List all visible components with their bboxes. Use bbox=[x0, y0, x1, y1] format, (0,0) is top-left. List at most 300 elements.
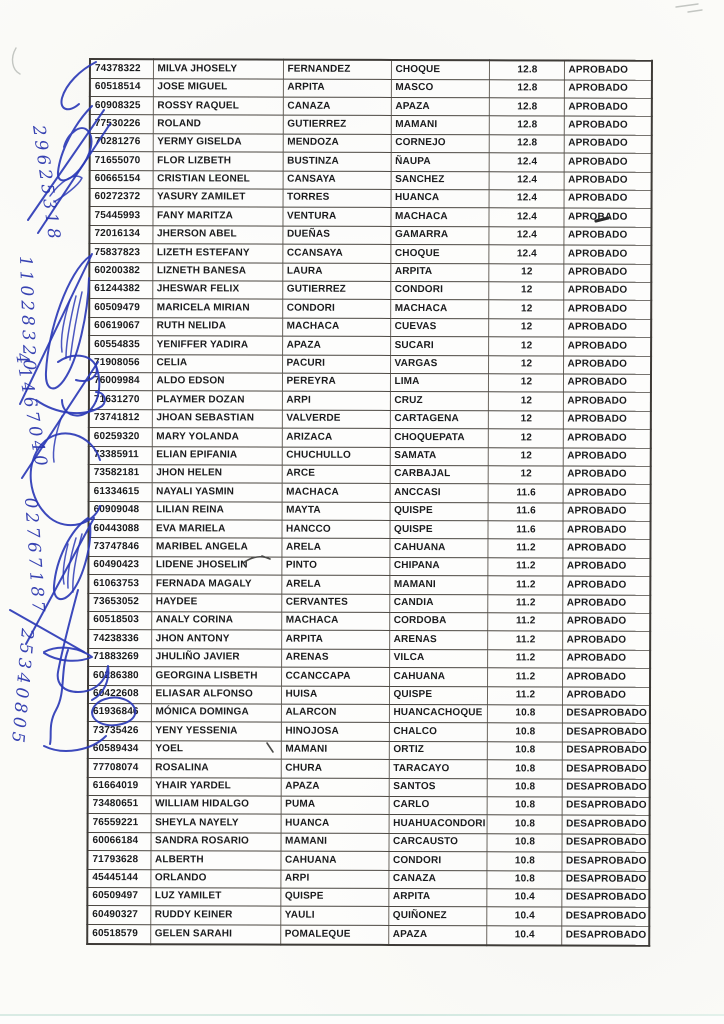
cell-nota: 11.2 bbox=[487, 576, 562, 595]
cell-apellido_materno: CORNEJO bbox=[391, 134, 489, 153]
cell-dni: 60272372 bbox=[90, 189, 153, 208]
cell-nombres: ALDO EDSON bbox=[152, 373, 282, 392]
table-row bbox=[90, 97, 652, 117]
table-row bbox=[88, 832, 650, 852]
cell-nota: 12 bbox=[488, 410, 563, 429]
cell-nota: 12.4 bbox=[488, 208, 563, 227]
cell-nota: 12.8 bbox=[489, 116, 564, 135]
cell-nombres: EVA MARIELA bbox=[151, 520, 281, 539]
table-row bbox=[88, 556, 650, 576]
table-row bbox=[90, 189, 652, 209]
cell-apellido_paterno: HUANCA bbox=[281, 814, 389, 833]
cell-apellido_paterno: ARPITA bbox=[283, 79, 391, 98]
cell-estado: APROBADO bbox=[564, 135, 652, 154]
cell-nota: 10.8 bbox=[487, 705, 562, 724]
cell-dni: 60665154 bbox=[90, 170, 153, 189]
signature-arrow-stroke bbox=[44, 648, 92, 661]
signature-dni-number: 25340805 bbox=[6, 627, 37, 748]
table-row bbox=[87, 924, 649, 946]
cell-apellido_paterno: TORRES bbox=[283, 189, 391, 208]
signature-stroke bbox=[22, 362, 98, 478]
cell-estado: DESAPROBADO bbox=[562, 834, 650, 853]
cell-nota: 11.6 bbox=[487, 521, 562, 540]
cell-dni: 60200382 bbox=[89, 262, 152, 281]
cell-estado: APROBADO bbox=[562, 650, 650, 669]
cell-dni: 60909048 bbox=[89, 501, 152, 520]
table-row bbox=[88, 777, 650, 797]
cell-dni: 70281276 bbox=[90, 133, 153, 152]
cell-apellido_paterno: CHURA bbox=[281, 759, 389, 778]
cell-apellido_paterno: HANCCO bbox=[281, 520, 389, 539]
cell-apellido_materno: ÑAUPA bbox=[391, 153, 489, 172]
table-row bbox=[87, 906, 649, 926]
cell-nombres: ROLAND bbox=[153, 115, 283, 134]
cell-nombres: SANDRA ROSARIO bbox=[151, 832, 281, 851]
cell-estado: APROBADO bbox=[563, 319, 651, 338]
table-row bbox=[88, 685, 650, 705]
cell-dni: 71908056 bbox=[89, 354, 152, 373]
signature-dni-number: 29625318 bbox=[28, 123, 65, 245]
cell-nombres: JHON HELEN bbox=[152, 465, 282, 484]
cell-estado: APROBADO bbox=[562, 668, 650, 687]
cell-nombres: MILVA JHOSELY bbox=[153, 59, 283, 79]
cell-nota: 12.4 bbox=[489, 153, 564, 172]
cell-nombres: MARIBEL ANGELA bbox=[151, 538, 281, 557]
cell-apellido_materno: CONDORI bbox=[390, 281, 488, 300]
cell-dni: 60619067 bbox=[89, 317, 152, 336]
table-row bbox=[90, 59, 652, 80]
cell-apellido_paterno: PINTO bbox=[281, 557, 389, 576]
cell-apellido_paterno: VALVERDE bbox=[282, 410, 390, 429]
cell-estado: DESAPROBADO bbox=[561, 852, 649, 871]
table-row bbox=[89, 262, 651, 282]
cell-apellido_paterno: FERNANDEZ bbox=[283, 60, 391, 80]
cell-estado: APROBADO bbox=[563, 282, 651, 301]
cell-apellido_paterno: MAMANI bbox=[281, 741, 389, 760]
cell-estado: APROBADO bbox=[563, 374, 651, 393]
cell-nombres: JHULIÑO JAVIER bbox=[151, 649, 281, 668]
cell-nombres: FLOR LIZBETH bbox=[153, 152, 283, 171]
table-row bbox=[89, 409, 651, 429]
signature-stroke bbox=[50, 650, 68, 744]
cell-apellido_materno: MAMANI bbox=[391, 116, 489, 135]
cell-apellido_materno: GAMARRA bbox=[390, 226, 488, 245]
table-row bbox=[88, 612, 650, 632]
cell-apellido_paterno: BUSTINZA bbox=[283, 152, 391, 171]
cell-apellido_materno: SUCARI bbox=[390, 337, 488, 356]
cell-apellido_paterno: CANSAYA bbox=[283, 171, 391, 190]
cell-nota: 12.8 bbox=[489, 135, 564, 154]
cell-apellido_materno: CHIPANA bbox=[389, 557, 487, 576]
cell-nombres: RUTH NELIDA bbox=[152, 317, 282, 336]
cell-apellido_materno: QUIÑONEZ bbox=[388, 907, 486, 926]
cell-estado: DESAPROBADO bbox=[561, 870, 649, 889]
cell-apellido_paterno: MACHACA bbox=[281, 612, 389, 631]
table-row bbox=[89, 372, 651, 392]
cell-nota: 12.8 bbox=[489, 79, 564, 98]
cell-estado: APROBADO bbox=[563, 300, 651, 319]
cell-dni: 71793628 bbox=[87, 851, 150, 870]
table-row bbox=[88, 648, 650, 668]
cell-estado: APROBADO bbox=[564, 153, 652, 172]
table-row bbox=[89, 225, 651, 245]
cell-apellido_materno: APAZA bbox=[391, 98, 489, 117]
signature-stroke bbox=[50, 176, 82, 202]
cell-nombres: ORLANDO bbox=[150, 869, 280, 888]
cell-apellido_materno: ORTIZ bbox=[389, 741, 487, 760]
cell-nombres: JHERSON ABEL bbox=[152, 226, 282, 245]
cell-nota: 12.4 bbox=[488, 245, 563, 264]
cell-nombres: YASURY ZAMILET bbox=[153, 189, 283, 208]
cell-dni: 71655070 bbox=[90, 152, 153, 171]
signature-stroke bbox=[46, 256, 90, 388]
cell-apellido_paterno: PACURI bbox=[282, 355, 390, 374]
cell-estado: APROBADO bbox=[563, 356, 651, 375]
table-row bbox=[90, 152, 652, 172]
signature-stroke bbox=[54, 518, 90, 599]
cell-nombres: CRISTIAN LEONEL bbox=[153, 170, 283, 189]
cell-apellido_materno: SANTOS bbox=[389, 778, 487, 797]
cell-nombres: YERMY GISELDA bbox=[153, 134, 283, 153]
table-row bbox=[89, 317, 651, 337]
cell-apellido_materno: VARGAS bbox=[390, 355, 488, 374]
cell-apellido_materno: CORDOBA bbox=[389, 612, 487, 631]
table-row bbox=[88, 722, 650, 742]
cell-nota: 10.8 bbox=[487, 760, 562, 779]
table-row bbox=[89, 428, 651, 448]
table-row bbox=[88, 520, 650, 540]
cell-apellido_materno: MACHACA bbox=[390, 208, 488, 227]
cell-nota: 12 bbox=[488, 466, 563, 485]
table-row bbox=[89, 483, 651, 503]
cell-estado: APROBADO bbox=[564, 98, 652, 117]
cell-dni: 61936846 bbox=[88, 703, 151, 722]
table-row bbox=[89, 299, 651, 319]
cell-dni: 73735426 bbox=[88, 722, 151, 741]
cell-nombres: LIZETH ESTEFANY bbox=[152, 244, 282, 263]
cell-estado: DESAPROBADO bbox=[561, 907, 649, 926]
cell-nombres: JHON ANTONY bbox=[151, 630, 281, 649]
cell-nombres: ELIAN EPIFANIA bbox=[152, 446, 282, 465]
cell-estado: APROBADO bbox=[564, 190, 652, 209]
cell-dni: 60518503 bbox=[88, 612, 151, 631]
cell-nombres: MARICELA MIRIAN bbox=[152, 299, 282, 318]
cell-apellido_materno: LIMA bbox=[390, 373, 488, 392]
cell-apellido_materno: CHALCO bbox=[389, 723, 487, 742]
cell-estado: APROBADO bbox=[563, 411, 651, 430]
table-row bbox=[90, 170, 652, 190]
cell-apellido_paterno: APAZA bbox=[282, 336, 390, 355]
cell-estado: APROBADO bbox=[563, 466, 651, 485]
cell-estado: APROBADO bbox=[563, 264, 651, 283]
cell-apellido_paterno: GUTIERREZ bbox=[283, 116, 391, 135]
cell-apellido_materno: ANCCASI bbox=[390, 484, 488, 503]
cell-nota: 10.8 bbox=[486, 852, 561, 871]
cell-dni: 77530226 bbox=[90, 115, 153, 134]
cell-nota: 11.2 bbox=[487, 613, 562, 632]
cell-apellido_materno: APAZA bbox=[388, 925, 486, 945]
cell-nombres: MARY YOLANDA bbox=[152, 428, 282, 447]
signature-stroke bbox=[10, 610, 84, 652]
cell-nota: 10.4 bbox=[486, 907, 561, 926]
cell-apellido_paterno: PEREYRA bbox=[282, 373, 390, 392]
table-row bbox=[89, 464, 651, 484]
cell-apellido_materno: CARLO bbox=[389, 796, 487, 815]
cell-apellido_paterno: CANAZA bbox=[283, 97, 391, 116]
cell-estado: APROBADO bbox=[562, 539, 650, 558]
cell-apellido_paterno: APAZA bbox=[281, 778, 389, 797]
cell-estado: APROBADO bbox=[562, 631, 650, 650]
cell-apellido_paterno: PUMA bbox=[281, 796, 389, 815]
table-row bbox=[90, 115, 652, 135]
cell-dni: 76009984 bbox=[89, 372, 152, 391]
cell-estado: APROBADO bbox=[564, 60, 652, 79]
signature-dni-number: 41467040 bbox=[11, 351, 52, 472]
cell-apellido_paterno: MAMANI bbox=[281, 833, 389, 852]
cell-nota: 12 bbox=[488, 300, 563, 319]
cell-dni: 60509497 bbox=[87, 887, 150, 906]
cell-nota: 12 bbox=[488, 392, 563, 411]
cell-dni: 60066184 bbox=[88, 832, 151, 851]
cell-nombres: ROSALINA bbox=[151, 759, 281, 778]
cell-nota: 12.4 bbox=[489, 190, 564, 209]
cell-apellido_materno: CHOQUEPATA bbox=[390, 429, 488, 448]
cell-nota: 10.4 bbox=[486, 925, 561, 945]
cell-apellido_materno: QUISPE bbox=[390, 502, 488, 521]
cell-apellido_paterno: CONDORI bbox=[282, 299, 390, 318]
cell-estado: APROBADO bbox=[563, 208, 651, 227]
cell-apellido_paterno: MACHACA bbox=[282, 318, 390, 337]
cell-nota: 12 bbox=[488, 374, 563, 393]
cell-nombres: LUZ YAMILET bbox=[150, 888, 280, 907]
cell-nombres: FERNADA MAGALY bbox=[151, 575, 281, 594]
cell-nombres: LIDENE JHOSELIN bbox=[151, 557, 281, 576]
cell-dni: 74378322 bbox=[90, 59, 153, 78]
cell-apellido_materno: CAHUANA bbox=[389, 539, 487, 558]
cell-dni: 60908325 bbox=[90, 97, 153, 116]
cell-dni: 73741812 bbox=[89, 409, 152, 428]
table-row bbox=[89, 207, 651, 227]
signature-dni-number: 11028320 bbox=[15, 255, 40, 375]
cell-nombres: SHEYLA NAYELY bbox=[151, 814, 281, 833]
cell-estado: DESAPROBADO bbox=[562, 797, 650, 816]
cell-apellido_materno: MACHACA bbox=[390, 300, 488, 319]
cell-apellido_materno: CANAZA bbox=[388, 870, 486, 889]
cell-nombres: YENY YESSENIA bbox=[151, 722, 281, 741]
cell-dni: 71631270 bbox=[89, 391, 152, 410]
cell-nota: 10.8 bbox=[487, 723, 562, 742]
signature-stroke bbox=[53, 416, 62, 462]
cell-estado: APROBADO bbox=[562, 576, 650, 595]
cell-estado: DESAPROBADO bbox=[562, 779, 650, 798]
cell-apellido_paterno: ARPI bbox=[282, 391, 390, 410]
cell-dni: 60554835 bbox=[89, 336, 152, 355]
cell-nota: 10.8 bbox=[486, 870, 561, 889]
cell-estado: APROBADO bbox=[564, 172, 652, 191]
table-row bbox=[89, 281, 651, 301]
cell-dni: 60286380 bbox=[88, 667, 151, 686]
cell-apellido_materno: ARPITA bbox=[388, 888, 486, 907]
cell-apellido_paterno: QUISPE bbox=[280, 888, 388, 907]
cell-estado: DESAPROBADO bbox=[562, 723, 650, 742]
cell-apellido_materno: MASCO bbox=[391, 79, 489, 98]
cell-estado: APROBADO bbox=[562, 613, 650, 632]
cell-apellido_paterno: ARPI bbox=[280, 870, 388, 889]
cell-apellido_paterno: ALARCON bbox=[281, 704, 389, 723]
cell-estado: APROBADO bbox=[562, 521, 650, 540]
cell-dni: 75837823 bbox=[89, 244, 152, 263]
cell-apellido_paterno: ARCE bbox=[282, 465, 390, 484]
cell-dni: 60259320 bbox=[89, 428, 152, 447]
cell-apellido_paterno: CCANCCAPA bbox=[281, 667, 389, 686]
cell-nota: 10.8 bbox=[487, 833, 562, 852]
cell-estado: APROBADO bbox=[563, 484, 651, 503]
cell-dni: 60490327 bbox=[87, 906, 150, 925]
cell-apellido_paterno: CAHUANA bbox=[280, 851, 388, 870]
cell-dni: 76559221 bbox=[88, 814, 151, 833]
cell-apellido_paterno: POMALEQUE bbox=[280, 925, 388, 945]
cell-nombres: ROSSY RAQUEL bbox=[153, 97, 283, 116]
cell-nombres: MÓNICA DOMINGA bbox=[151, 704, 281, 723]
cell-nota: 11.6 bbox=[488, 484, 563, 503]
cell-apellido_materno: CARCAUSTO bbox=[389, 833, 487, 852]
cell-dni: 60509479 bbox=[89, 299, 152, 318]
cell-nota: 10.8 bbox=[487, 797, 562, 816]
cell-nombres: PLAYMER DOZAN bbox=[152, 391, 282, 410]
table-row bbox=[87, 869, 649, 889]
cell-dni: 60443088 bbox=[88, 520, 151, 539]
cell-nombres: FANY MARITZA bbox=[152, 207, 282, 226]
cell-nota: 12 bbox=[488, 355, 563, 374]
cell-nombres: JOSE MIGUEL bbox=[153, 78, 283, 97]
cell-estado: APROBADO bbox=[563, 448, 651, 467]
signature-stroke bbox=[20, 254, 92, 404]
table-row bbox=[88, 740, 650, 760]
cell-estado: DESAPROBADO bbox=[561, 926, 649, 946]
cell-nota: 12 bbox=[488, 429, 563, 448]
cell-apellido_paterno: DUEÑAS bbox=[282, 226, 390, 245]
cell-dni: 61334615 bbox=[89, 483, 152, 502]
cell-dni: 73480651 bbox=[88, 795, 151, 814]
cell-nota: 12.4 bbox=[488, 227, 563, 246]
cell-nota: 11.2 bbox=[487, 631, 562, 650]
cell-dni: 60422608 bbox=[88, 685, 151, 704]
table-row bbox=[87, 851, 649, 871]
signature-stroke bbox=[58, 106, 92, 180]
signature-stroke bbox=[61, 292, 82, 360]
scan-smudge-top-left bbox=[13, 48, 20, 74]
cell-nombres: NAYALI YASMIN bbox=[152, 483, 282, 502]
cell-apellido_materno: ARENAS bbox=[389, 631, 487, 650]
cell-apellido_materno: VILCA bbox=[389, 649, 487, 668]
cell-estado: DESAPROBADO bbox=[562, 742, 650, 761]
table-row bbox=[89, 446, 651, 466]
cell-dni: 73582181 bbox=[89, 464, 152, 483]
cell-estado: DESAPROBADO bbox=[562, 760, 650, 779]
table-row bbox=[89, 501, 651, 521]
cell-apellido_materno: ARPITA bbox=[390, 263, 488, 282]
cell-dni: 60518579 bbox=[87, 924, 150, 944]
cell-apellido_paterno: CHUCHULLO bbox=[282, 447, 390, 466]
cell-dni: 61664019 bbox=[88, 777, 151, 796]
cell-apellido_materno: CHOQUE bbox=[390, 245, 488, 264]
cell-apellido_materno: MAMANI bbox=[389, 576, 487, 595]
cell-nota: 12.4 bbox=[489, 171, 564, 190]
cell-apellido_materno: CAHUANA bbox=[389, 668, 487, 687]
cell-dni: 72016134 bbox=[89, 225, 152, 244]
cell-apellido_paterno: HINOJOSA bbox=[281, 722, 389, 741]
cell-nota: 10.8 bbox=[487, 815, 562, 834]
cell-estado: DESAPROBADO bbox=[561, 889, 649, 908]
table-row bbox=[88, 630, 650, 650]
scan-smudge-top-right bbox=[676, 4, 702, 12]
cell-estado: APROBADO bbox=[563, 429, 651, 448]
cell-nombres: ELIASAR ALFONSO bbox=[151, 685, 281, 704]
cell-estado: DESAPROBADO bbox=[562, 705, 650, 724]
results-table-body bbox=[87, 59, 652, 946]
cell-apellido_materno: CRUZ bbox=[390, 392, 488, 411]
cell-dni: 45445144 bbox=[87, 869, 150, 888]
cell-nombres: HAYDEE bbox=[151, 593, 281, 612]
cell-apellido_paterno: GUTIERREZ bbox=[282, 281, 390, 300]
cell-estado: DESAPROBADO bbox=[562, 815, 650, 834]
cell-apellido_paterno: VENTURA bbox=[282, 208, 390, 227]
cell-nota: 12 bbox=[488, 282, 563, 301]
cell-apellido_materno: CONDORI bbox=[388, 852, 486, 871]
cell-estado: APROBADO bbox=[564, 116, 652, 135]
cell-apellido_paterno: ARELA bbox=[281, 539, 389, 558]
cell-nombres: JHESWAR FELIX bbox=[152, 281, 282, 300]
cell-estado: APROBADO bbox=[563, 503, 651, 522]
cell-nombres: LILIAN REINA bbox=[152, 501, 282, 520]
cell-nota: 10.8 bbox=[487, 778, 562, 797]
cell-apellido_paterno: MENDOZA bbox=[283, 134, 391, 153]
cell-apellido_paterno: LAURA bbox=[282, 263, 390, 282]
cell-nota: 11.2 bbox=[487, 558, 562, 577]
cell-estado: APROBADO bbox=[562, 558, 650, 577]
table-row bbox=[89, 336, 651, 356]
cell-apellido_paterno: MACHACA bbox=[282, 483, 390, 502]
cell-nota: 11.2 bbox=[487, 686, 562, 705]
cell-nombres: GEORGINA LISBETH bbox=[151, 667, 281, 686]
table-row bbox=[88, 667, 650, 687]
table-row bbox=[87, 887, 649, 907]
cell-apellido_paterno: HUISA bbox=[281, 686, 389, 705]
cell-nota: 12.8 bbox=[489, 60, 564, 79]
signature-stroke bbox=[26, 518, 94, 644]
signature-dni-number: 02767187 bbox=[20, 496, 49, 617]
cell-apellido_materno: TARACAYO bbox=[389, 760, 487, 779]
cell-nota: 11.2 bbox=[487, 594, 562, 613]
scanner-edge-white bbox=[0, 1016, 724, 1024]
cell-nota: 11.2 bbox=[487, 668, 562, 687]
table-row bbox=[88, 538, 650, 558]
cell-apellido_materno: CANDIA bbox=[389, 594, 487, 613]
cell-nota: 11.2 bbox=[487, 650, 562, 669]
cell-dni: 61063753 bbox=[88, 575, 151, 594]
table-row bbox=[88, 759, 650, 779]
table-row bbox=[88, 703, 650, 723]
cell-nota: 12.8 bbox=[489, 98, 564, 117]
cell-nombres: ALBERTH bbox=[150, 851, 280, 870]
cell-nota: 12 bbox=[488, 447, 563, 466]
table-row bbox=[88, 575, 650, 595]
cell-apellido_materno: CARBAJAL bbox=[390, 465, 488, 484]
cell-nota: 11.2 bbox=[487, 539, 562, 558]
cell-apellido_materno: CUEVAS bbox=[390, 318, 488, 337]
signature-stroke bbox=[63, 534, 82, 592]
cell-dni: 60518514 bbox=[90, 78, 153, 97]
